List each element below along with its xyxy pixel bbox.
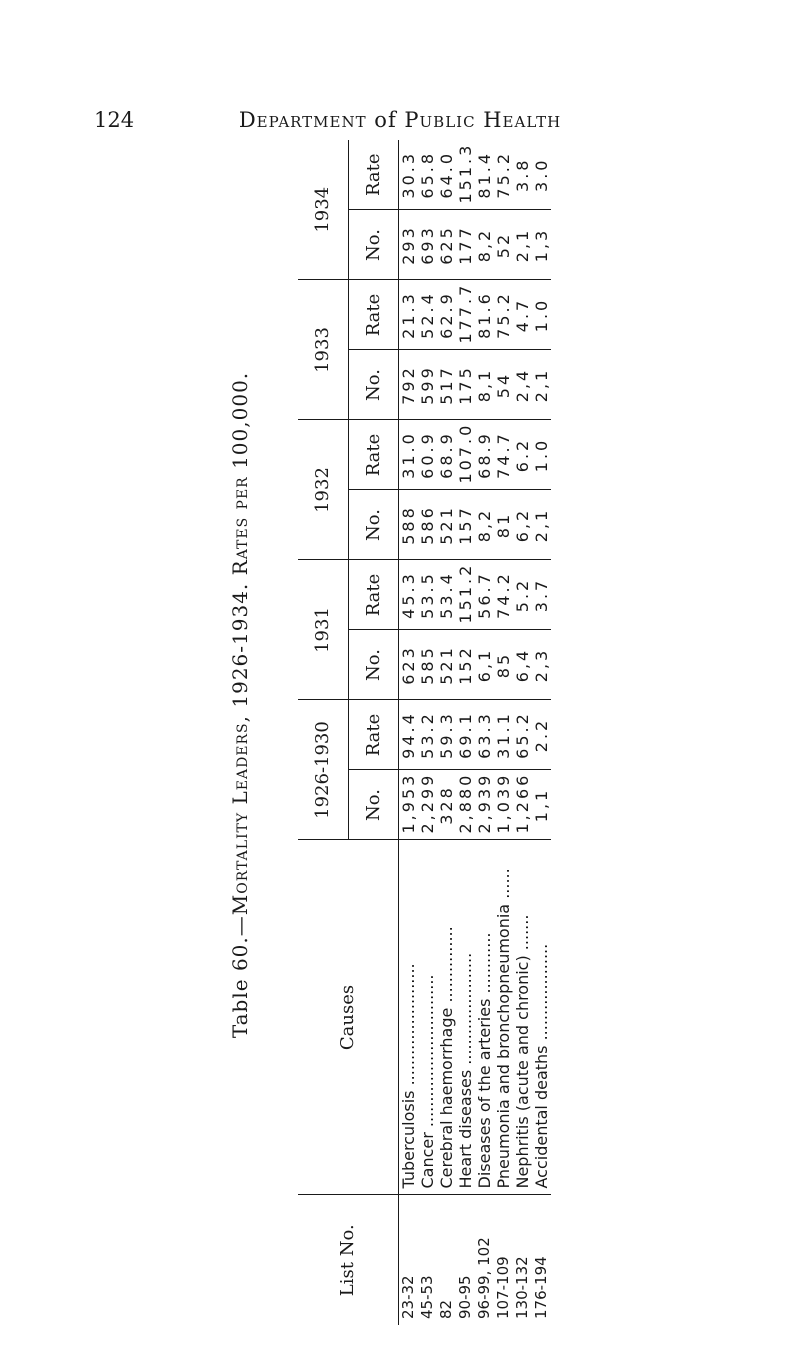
cell-value: 31.0 [398,431,418,479]
rate-header: Rate [348,280,398,350]
cell-value: 1,953 [398,772,418,834]
y1934-no-column [398,210,551,280]
cell-value: 52 [493,231,513,259]
cell-value: 1,3 [531,227,551,263]
year-header-1931: 1931 [298,560,348,700]
no-header: No. [348,630,398,700]
cell-value: 151.2 [455,562,475,624]
cell-value: 693 [417,225,437,265]
cell-value: 1,039 [493,772,513,834]
cell-value: 177 [455,225,475,265]
list-item: 130-132 [512,1256,531,1319]
year-header-1932: 1932 [298,420,348,560]
cell-value: 53.4 [436,571,456,619]
cell-value: 74.7 [493,431,513,479]
cell-value: 59.3 [436,711,456,759]
cell-value: 152 [455,645,475,685]
cell-value: 2,1 [531,367,551,403]
cell-value: 45.3 [398,571,418,619]
cell-value: 65.8 [417,150,437,199]
cell-value: 53.2 [417,711,437,759]
cell-value: 94.4 [398,711,418,759]
cause-item: Tuberculosis ........................ [398,963,418,1189]
cell-value: 63.3 [474,711,494,759]
list-no-header: List No. [298,1195,398,1325]
list-item: 107-109 [493,1256,512,1319]
cell-value: 74.2 [493,571,513,619]
cell-value: 69.1 [455,711,475,759]
list-item: 82 [436,1299,455,1319]
cell-value: 1.0 [531,437,551,473]
table-title [228,130,252,1280]
year-header-1933: 1933 [298,280,348,420]
cell-value: 8,1 [474,367,494,403]
year-header-row [298,140,348,1325]
list-no-column [398,1195,551,1325]
cause-item: Cerebral haemorrhage ............... [436,926,456,1189]
cell-value: 2,4 [512,367,532,403]
running-title-dept: Department [238,108,367,132]
page-number: 124 [94,108,135,132]
cell-value: 1,266 [512,772,532,834]
list-item: 90-95 [455,1275,474,1319]
cell-value: 588 [398,505,418,545]
cell-value: 586 [417,505,437,545]
year-header-1934: 1934 [298,140,348,280]
running-title [0,108,800,132]
no-header: No. [348,490,398,560]
cell-value: 85 [493,651,513,679]
cell-value: 107.0 [455,422,475,484]
cell-value: 30.3 [398,150,418,199]
y1931-rate-column [398,560,551,630]
y1926-rate-column [398,700,551,770]
cause-item: Nephritis (acute and chronic) ....... [512,914,532,1189]
cell-value: 4.7 [512,297,532,333]
cell-value: 521 [436,505,456,545]
no-header: No. [348,770,398,840]
mortality-table-grid [298,140,551,1325]
cell-value: 1,1 [531,787,551,823]
cell-value: 53.5 [417,571,437,619]
cell-value: 54 [493,371,513,399]
cell-value: 625 [436,225,456,265]
cell-value: 2,299 [417,772,437,834]
cell-value: 3.7 [531,577,551,613]
table-title-main: Mortality Leaders, 1926-1934. Rates per 100,000. [228,371,252,916]
cell-value: 5.2 [512,577,532,613]
cell-value: 3.0 [531,157,551,192]
cell-value: 6,4 [512,647,532,683]
cell-value: 151.3 [455,142,475,204]
cell-value: 68.9 [436,431,456,479]
cell-value: 31.1 [493,711,513,759]
cell-value: 177.7 [455,282,475,344]
cell-value: 293 [398,225,418,265]
list-item: 96-99, 102 [474,1237,493,1319]
cell-value: 2,880 [455,772,475,834]
list-item: 23-32 [398,1275,417,1319]
y1932-no-column [398,490,551,560]
cell-value: 2.2 [531,717,551,753]
cell-value: 2,1 [512,227,532,263]
cell-value: 6,1 [474,647,494,683]
cell-value: 599 [417,365,437,405]
cell-value: 75.2 [493,150,513,199]
cause-item: Pneumonia and bronchopneumonia ...... [493,868,513,1189]
cell-value: 792 [398,365,418,405]
list-item: 45-53 [417,1275,436,1319]
cell-value: 75.2 [493,291,513,339]
cause-item: Accidental deaths ................... [531,943,551,1189]
y1931-no-column [398,630,551,700]
cell-value: 8,2 [474,227,494,263]
cell-value: 6.2 [512,437,532,473]
no-header: No. [348,210,398,280]
cell-value: 81.6 [474,291,494,339]
cell-value: 64.0 [436,150,456,199]
rate-header: Rate [348,140,398,210]
no-header: No. [348,350,398,420]
cell-value: 3.8 [512,157,532,192]
cell-value: 68.9 [474,431,494,479]
y1933-rate-column [398,280,551,350]
table-body-row [398,140,551,1325]
cell-value: 21.3 [398,291,418,339]
cell-value: 2,1 [531,507,551,543]
causes-header: Causes [298,840,398,1195]
cell-value: 2,939 [474,772,494,834]
y1932-rate-column [398,420,551,490]
page-header [0,100,800,140]
year-header-1926: 1926-1930 [298,700,348,840]
y1933-no-column [398,350,551,420]
causes-column [398,840,551,1195]
cell-value: 517 [436,365,456,405]
cause-item: Diseases of the arteries ............ [474,932,494,1189]
running-title-public-health: Public Health [404,108,562,132]
cell-value: 175 [455,365,475,405]
cell-value: 62.9 [436,291,456,339]
rate-header: Rate [348,560,398,630]
cell-value: 65.2 [512,711,532,759]
y1926-no-column [398,770,551,840]
cell-value: 157 [455,505,475,545]
cell-value: 8,2 [474,507,494,543]
cell-value: 521 [436,645,456,685]
cell-value: 81 [493,511,513,539]
cell-value: 52.4 [417,291,437,339]
running-title-of: of [366,108,405,132]
list-item: 176-194 [531,1256,550,1319]
cell-value: 2,3 [531,647,551,683]
mortality-table [298,140,551,1325]
cell-value: 328 [436,785,456,825]
cause-item: Heart diseases ...................... [455,952,475,1189]
rate-header: Rate [348,420,398,490]
cell-value: 81.4 [474,150,494,199]
cell-value: 585 [417,645,437,685]
table-title-dash: — [228,915,252,937]
cell-value: 56.7 [474,571,494,619]
cell-value: 623 [398,645,418,685]
cell-value: 60.9 [417,431,437,479]
table-title-prefix: Table 60. [228,936,252,1039]
rate-header: Rate [348,700,398,770]
cell-value: 1.0 [531,297,551,333]
y1934-rate-column [398,140,551,210]
cell-value: 6,2 [512,507,532,543]
cause-item: Cancer .............................. [417,974,437,1189]
